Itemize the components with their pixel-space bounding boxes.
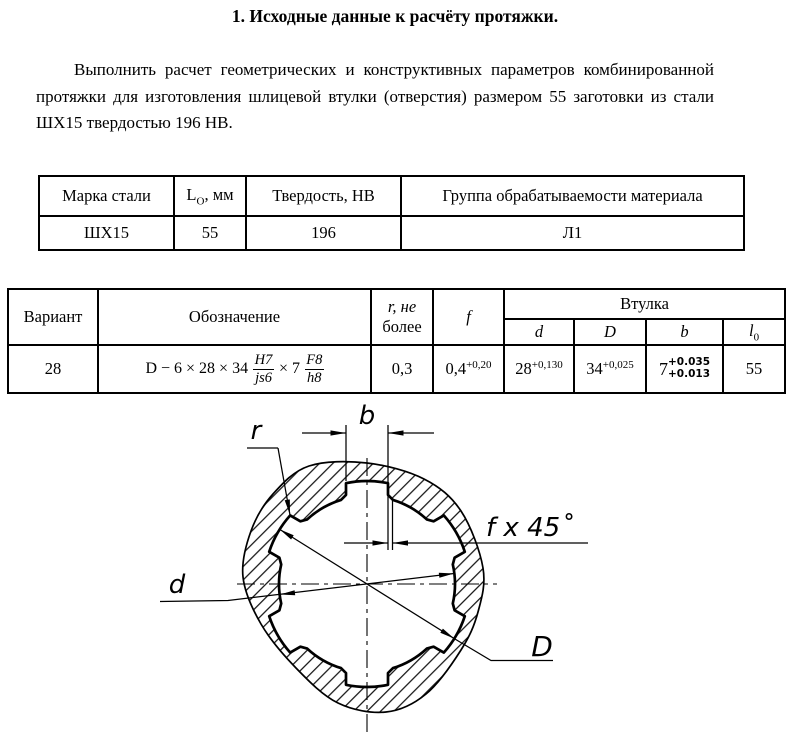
fraction1-denominator: js6: [255, 369, 272, 386]
spline-designation-formula: [101, 352, 368, 385]
designation-mid: × 7: [279, 360, 301, 377]
header-sleeve-D: D: [574, 319, 646, 345]
r-label: r: [250, 416, 262, 446]
variant-table-data-row: [8, 345, 785, 393]
cell-f: [433, 345, 504, 393]
fraction2-denominator: h8: [307, 369, 322, 386]
intro-paragraph: Выполнить расчет геометрических и конструктивных параметров комбинированной протяжки для изготовления шлицевой втулки (отверстия) размером 55 заготовки из стали ШХ15 твердостью 196 НВ.: [36, 60, 714, 132]
header-machinability-group: Группа обрабатываемости материала: [401, 176, 744, 216]
length-subscript: O: [196, 195, 205, 208]
header-sleeve-l0: [723, 319, 785, 345]
cell-r-max: 0,3: [371, 345, 433, 393]
l0-symbol: l: [748, 320, 754, 340]
b-dimension-label: b: [358, 401, 376, 431]
f-value: 0,4: [445, 359, 467, 378]
b-tolerance-upper: +0.035: [667, 356, 710, 369]
d-tolerance: +0,130: [531, 359, 563, 371]
page-title: 1. Исходные данные к расчёту протяжки.: [231, 6, 559, 26]
variant-table: [7, 288, 786, 394]
l0-subscript: 0: [753, 331, 760, 344]
header-f: f: [433, 289, 504, 345]
cell-group: Л1: [401, 216, 744, 250]
fraction2-numerator: F8: [306, 352, 323, 369]
cell-l0: 55: [723, 345, 785, 393]
r-max-line1: r, не: [387, 297, 417, 316]
d-value: 28: [515, 359, 532, 378]
d-label: d: [168, 570, 186, 600]
steel-table-data-row: [39, 216, 744, 250]
header-sleeve: Втулка: [504, 289, 785, 319]
length-units: , мм: [204, 184, 234, 204]
length-symbol: L: [186, 184, 197, 204]
D-label: D: [531, 630, 553, 663]
steel-table-header-row: [39, 176, 744, 216]
spline-bushing-drawing: [0, 400, 790, 739]
b-tolerance-lower: +0.013: [667, 368, 710, 380]
steel-table: [38, 175, 745, 251]
variant-table-header-row1: [8, 289, 785, 319]
fraction1-numerator: H7: [254, 352, 273, 369]
b-tolerance-stack: [668, 357, 710, 381]
header-hardness: Твердость, НВ: [246, 176, 401, 216]
cell-steel-mark: ШХ15: [39, 216, 174, 250]
r-max-line2: более: [382, 317, 422, 336]
fit-fraction-2: [305, 352, 324, 385]
header-steel-mark: Марка стали: [39, 176, 174, 216]
header-sleeve-d: d: [504, 319, 574, 345]
D-value: 34: [586, 359, 603, 378]
cell-D: [574, 345, 646, 393]
designation-prefix: D − 6 × 28 × 34: [145, 360, 249, 377]
f-tolerance: +0,20: [466, 359, 492, 371]
fit-fraction-1: [253, 352, 274, 385]
header-sleeve-b: b: [646, 319, 723, 345]
cell-variant: 28: [8, 345, 98, 393]
header-length: [174, 176, 246, 216]
cell-b: [646, 345, 723, 393]
D-tolerance: +0,025: [602, 359, 634, 371]
cell-d: [504, 345, 574, 393]
header-variant: Вариант: [8, 289, 98, 345]
header-designation: Обозначение: [98, 289, 371, 345]
b-value: 7: [658, 359, 668, 379]
chamfer-label: f x 45˚: [486, 513, 574, 543]
cell-hardness: 196: [246, 216, 401, 250]
cell-designation: [98, 345, 371, 393]
cell-length: 55: [174, 216, 246, 250]
header-r-max: [371, 289, 433, 345]
